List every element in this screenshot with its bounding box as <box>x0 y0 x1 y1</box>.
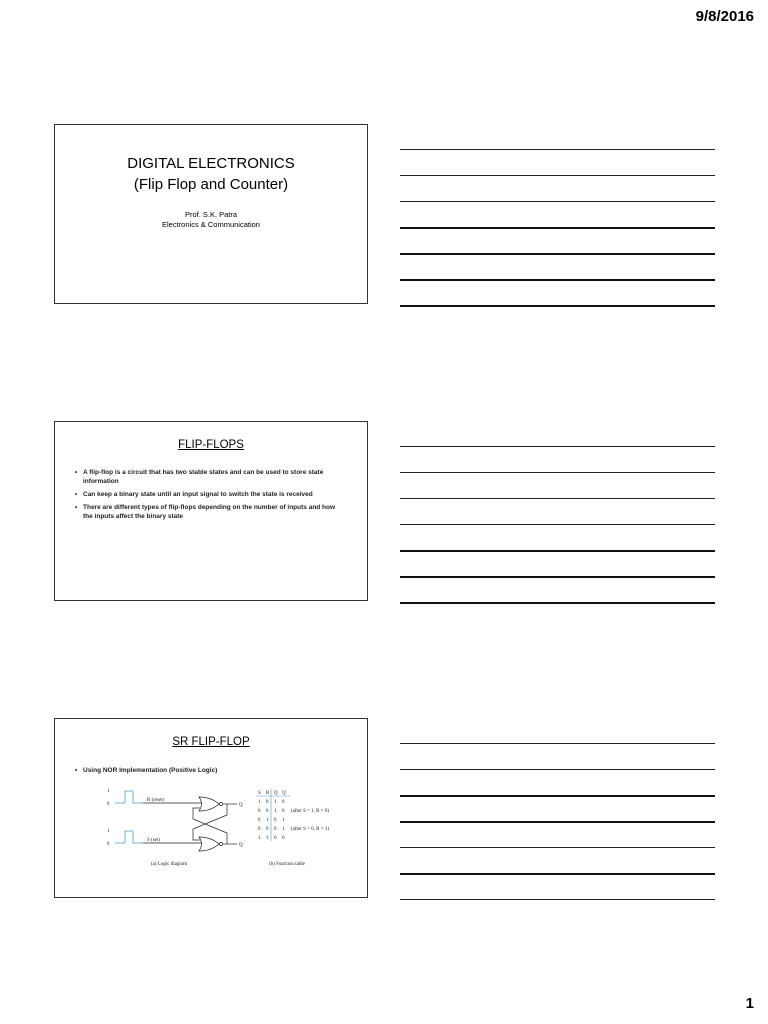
table-cell: 0 <box>282 809 285 814</box>
slide-2 <box>54 421 368 601</box>
r-input-label: R (reset) <box>147 798 165 803</box>
note-line <box>400 175 715 176</box>
slide-1-subtitle <box>55 210 367 230</box>
department-name: Electronics & Communication <box>162 220 260 229</box>
table-header-q: Q <box>274 791 278 796</box>
note-line <box>400 279 715 281</box>
table-cell: 1 <box>274 809 277 814</box>
bullet-item: • A flip-flop is a circuit that has two stable states and can be used to store state information <box>75 468 345 486</box>
note-line <box>400 149 715 150</box>
nor-gate-top <box>199 797 219 811</box>
table-cell: 0 <box>266 800 269 805</box>
bullet-item: • Can keep a binary state until an input signal to switch the state is received <box>75 490 345 499</box>
table-note: (after S = 1, R = 0) <box>291 809 329 814</box>
author-name: Prof. S.K. Patra <box>184 210 238 219</box>
s-input-label: S (set) <box>147 838 160 843</box>
table-cell: 0 <box>274 836 277 841</box>
table-header-qn: Q' <box>282 791 287 796</box>
table-cell: 0 <box>266 827 269 832</box>
nor-gate-bottom <box>199 837 219 851</box>
set-pulse-waveform <box>115 831 143 843</box>
note-line <box>400 821 715 823</box>
note-line <box>400 873 715 875</box>
page-date: 9/8/2016 <box>695 8 754 25</box>
pulse-high-label-s: 1 <box>107 829 110 834</box>
title-line-1: DIGITAL ELECTRONICS <box>127 155 295 172</box>
table-header-r: R <box>266 791 270 796</box>
note-line <box>400 305 715 307</box>
table-note: (after S = 0, R = 1) <box>291 827 329 832</box>
note-line <box>400 550 715 552</box>
function-table <box>256 789 329 841</box>
table-cell: 0 <box>274 818 277 823</box>
table-cell: 1 <box>282 827 285 832</box>
q-output-label: Q <box>239 803 243 808</box>
sr-flip-flop-diagram <box>107 785 347 875</box>
note-line <box>400 899 715 900</box>
note-line <box>400 524 715 525</box>
caption-logic-diagram: (a) Logic diagram <box>151 862 188 867</box>
pulse-low-label-r: 0 <box>107 802 110 807</box>
table-cell: 1 <box>258 800 261 805</box>
pulse-low-label-s: 0 <box>107 842 110 847</box>
note-line <box>400 602 715 604</box>
table-cell: 0 <box>258 818 261 823</box>
page-number: 1 <box>745 995 754 1012</box>
note-line <box>400 446 715 447</box>
bullet-item: • There are different types of flip-flops depending on the number of inputs and how the inputs affect the binary state <box>75 503 345 521</box>
table-cell: 0 <box>258 827 261 832</box>
table-header-s: S <box>258 791 261 796</box>
table-cell: 0 <box>282 836 285 841</box>
table-cell: 1 <box>282 818 285 823</box>
table-cell: 0 <box>274 827 277 832</box>
note-line <box>400 227 715 229</box>
note-line <box>400 498 715 499</box>
bullet-item: • Using NOR Implementation (Positive Logic) <box>75 767 217 774</box>
caption-function-table: (b) Function table <box>269 862 305 867</box>
slide-1-title <box>55 153 367 195</box>
slide-1 <box>54 124 368 304</box>
note-line <box>400 201 715 202</box>
slide-3 <box>54 718 368 898</box>
slide-3-heading: SR FLIP-FLOP <box>172 736 250 748</box>
note-line <box>400 253 715 255</box>
table-cell: 1 <box>274 800 277 805</box>
table-cell: 1 <box>266 836 269 841</box>
table-cell: 1 <box>258 836 261 841</box>
slide-2-heading: FLIP-FLOPS <box>178 439 244 451</box>
table-cell: 0 <box>282 800 285 805</box>
qn-output-label: Q' <box>239 843 244 848</box>
note-line <box>400 769 715 770</box>
note-line <box>400 576 715 578</box>
reset-pulse-waveform <box>115 791 143 803</box>
title-line-2: (Flip Flop and Counter) <box>133 176 289 193</box>
note-line <box>400 472 715 473</box>
note-line <box>400 795 715 797</box>
table-cell: 0 <box>266 809 269 814</box>
note-line <box>400 743 715 744</box>
pulse-high-label-r: 1 <box>107 789 110 794</box>
bullet-list <box>75 468 345 525</box>
table-cell: 1 <box>266 818 269 823</box>
note-line <box>400 847 715 848</box>
table-cell: 0 <box>258 809 261 814</box>
